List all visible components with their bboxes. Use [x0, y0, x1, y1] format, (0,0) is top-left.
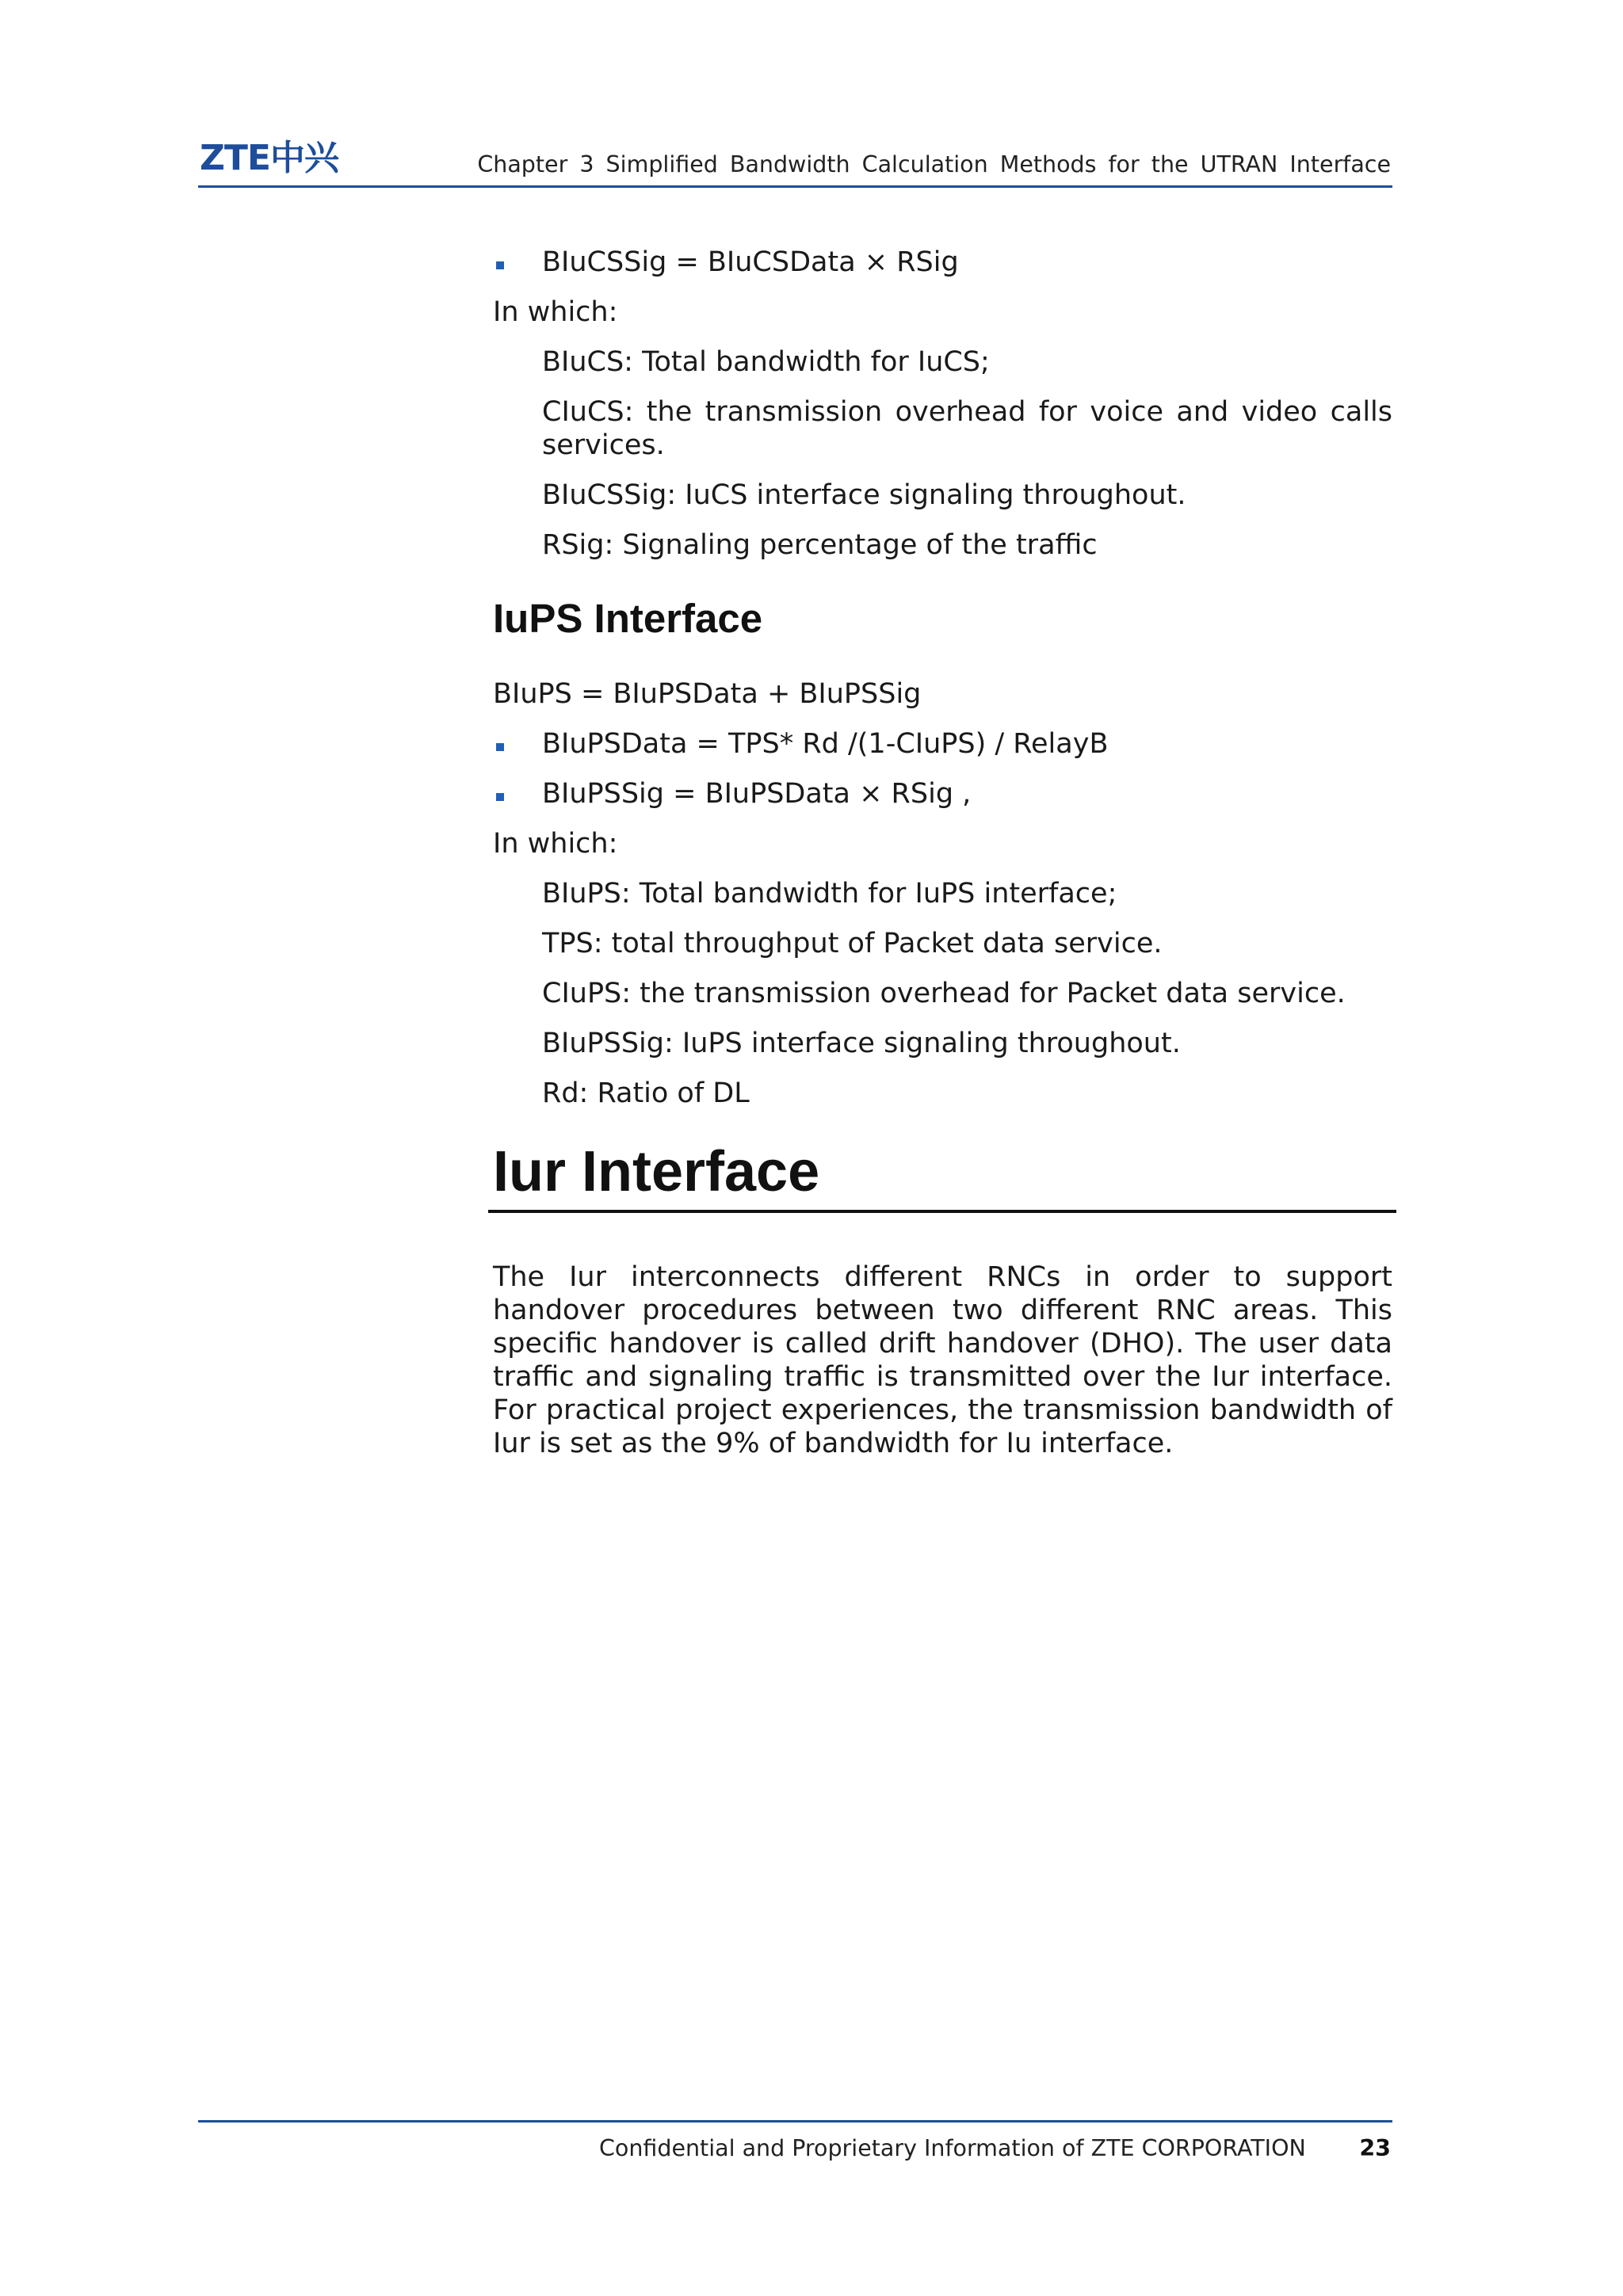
zte-logo — [200, 136, 338, 178]
bullet-marker — [496, 793, 504, 801]
header-rule — [198, 185, 1392, 188]
definition-rsig: RSig: Signaling percentage of the traffic — [542, 529, 1098, 561]
iur-paragraph: The Iur interconnects different RNCs in order to support handover procedures between two different RNC areas. This specific handover is called drift handover (DHO). The user data traffic and signaling traffic is transmitted over the Iur interface. For practical project experiences, the transmission bandwidth of Iur is set as the 9% of bandwidth for Iu interface. — [493, 1261, 1392, 1459]
definition-biucssig: BIuCSSig: IuCS interface signaling throughout. — [542, 479, 1186, 511]
section-heading-iups: IuPS Interface — [493, 596, 763, 641]
section-heading-iur: Iur Interface — [493, 1140, 820, 1203]
definition-rd: Rd: Ratio of DL — [542, 1077, 750, 1109]
bullet-biupssig — [493, 777, 1392, 810]
bullet-text: BIuPSSig = BIuPSData × RSig , — [542, 778, 972, 810]
in-which-label: In which: — [493, 296, 618, 328]
definition-ciups: CIuPS: the transmission overhead for Packet data service. — [542, 978, 1346, 1009]
bullet-text: BIuCSSig = BIuCSData × RSig — [542, 246, 959, 278]
logo-text: ZTE中兴 — [200, 138, 338, 178]
page-number: 23 — [1359, 2135, 1391, 2161]
bullet-biupsdata — [493, 727, 1392, 761]
definition-tps: TPS: total throughput of Packet data service. — [542, 928, 1163, 959]
definition-biucs: BIuCS: Total bandwidth for IuCS; — [542, 346, 990, 378]
bullet-marker — [496, 743, 504, 751]
bullet-iucs-sig — [493, 246, 1392, 279]
main-content — [493, 246, 1392, 1460]
in-which-label: In which: — [493, 828, 618, 860]
footer-rule — [198, 2120, 1392, 2122]
heading-rule — [488, 1210, 1396, 1213]
footer-confidential: Confidential and Proprietary Information of ZTE CORPORATION — [599, 2135, 1306, 2161]
formula-biups: BIuPS = BIuPSData + BIuPSSig — [493, 678, 922, 710]
bullet-marker — [496, 261, 504, 269]
bullet-text: BIuPSData = TPS* Rd /(1-CIuPS) / RelayB — [542, 728, 1109, 760]
definition-biups: BIuPS: Total bandwidth for IuPS interface; — [542, 878, 1117, 910]
chapter-title: Chapter 3 Simplified Bandwidth Calculation Methods for the UTRAN Interface — [477, 151, 1391, 177]
definition-ciucs: CIuCS: the transmission overhead for voice and video calls services. — [542, 396, 1392, 461]
definition-biupssig: BIuPSSig: IuPS interface signaling throughout. — [542, 1028, 1181, 1059]
